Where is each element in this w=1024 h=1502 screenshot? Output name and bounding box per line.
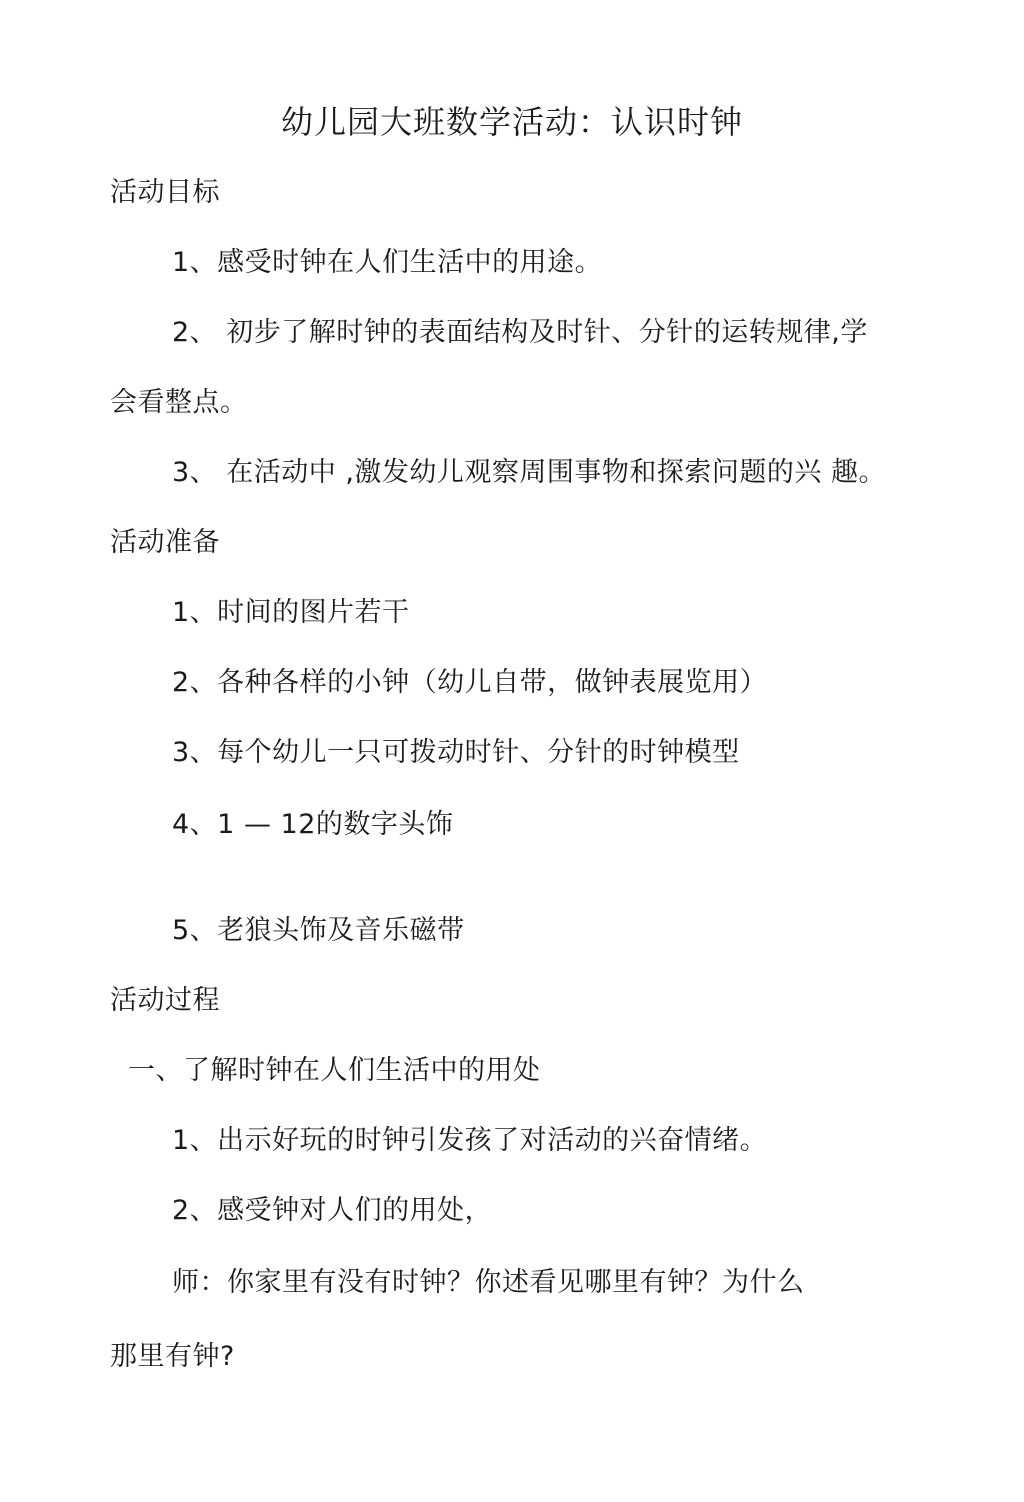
process-item-1: 1、出示好玩的时钟引发孩了对活动的兴奋情绪。: [172, 1125, 768, 1156]
section-heading-process: 活动过程: [110, 985, 220, 1016]
teacher-question: 师：你家里有没有时钟？你述看见哪里有钟？为什么: [172, 1267, 805, 1298]
prep-item-5: 5、老狼头饰及音乐磁带: [172, 915, 465, 946]
prep-item-3: 3、每个幼儿一只可拨动时针、分针的时钟模型: [172, 737, 740, 768]
prep-item-1: 1、时间的图片若干: [172, 597, 410, 628]
teacher-question-continued: 那里有钟?: [110, 1341, 235, 1372]
section-heading-goals: 活动目标: [110, 177, 220, 208]
goal-item-2: 2、 初步了解时钟的表面结构及时针、分针的运转规律,学: [172, 317, 868, 348]
goal-item-1: 1、感受时钟在人们生活中的用途。: [172, 247, 603, 278]
prep-item-4: 4、1 — 12的数字头饰: [172, 809, 454, 840]
goal-item-3: 3、 在活动中 ,激发幼儿观察周围事物和探索问题的兴 趣。: [172, 457, 887, 488]
prep-item-2: 2、各种各样的小钟（幼儿自带，做钟表展览用）: [172, 667, 768, 698]
document-title: 幼儿园大班数学活动：认识时钟: [280, 103, 743, 141]
goal-item-2-continued: 会看整点。: [110, 387, 248, 418]
process-item-2: 2、感受钟对人们的用处，: [172, 1195, 493, 1226]
section-heading-preparation: 活动准备: [110, 527, 220, 558]
process-step-1-heading: 一、了解时钟在人们生活中的用处: [128, 1055, 541, 1086]
